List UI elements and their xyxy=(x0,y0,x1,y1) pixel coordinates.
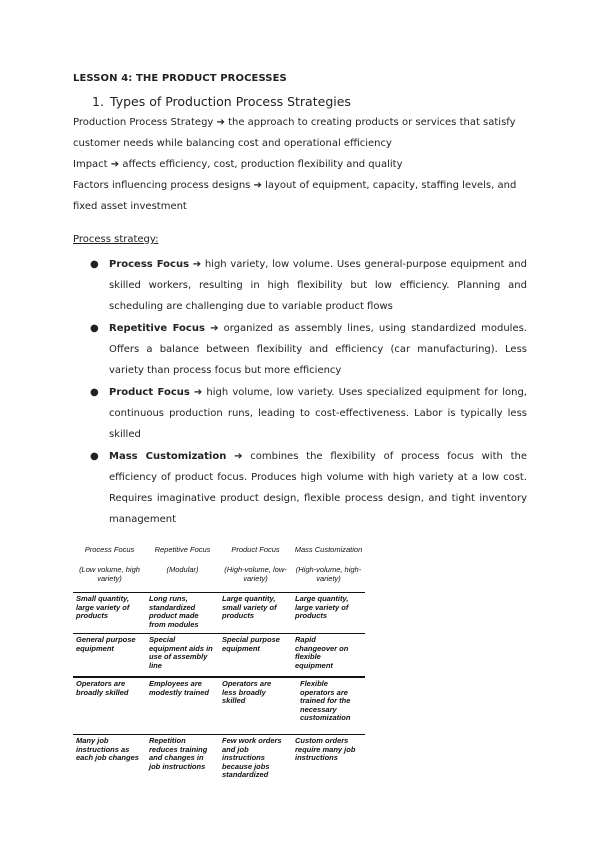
section-number: 1. xyxy=(92,94,104,109)
section-heading xyxy=(92,94,351,109)
lesson-title: LESSON 4: THE PRODUCT PROCESSES xyxy=(73,73,287,84)
paragraph-definition: Production Process Strategy ➔ the approach to creating products or services that satisfy customer needs while balancing cost and operational efficiency xyxy=(73,117,516,149)
table-cell: Few work orders and job instructions because jobs standardized xyxy=(222,736,282,779)
table-cell: Rapid changeover on flexible equipment xyxy=(295,635,349,670)
table-cell: General purpose equipment xyxy=(76,635,136,653)
bullet-term: Product Focus xyxy=(109,387,190,398)
bullet-product-focus xyxy=(90,382,527,445)
bullet-text: ➔ combines the flexibility of process focus with the efficiency of product focus. Produces high volume with high variety at a low cost. Requires imaginative product design, flexible process design, and tight inventory management xyxy=(109,451,527,525)
paragraph-impact: Impact ➔ affects efficiency, cost, production flexibility and quality xyxy=(73,159,403,170)
bullet-list xyxy=(90,254,527,531)
bullet-mass-customization xyxy=(90,446,527,530)
table-cell: Operators are broadly skilled xyxy=(76,679,129,697)
table-header-row xyxy=(73,546,365,592)
bullet-repetitive-focus xyxy=(90,318,527,381)
bullet-dot-icon: ● xyxy=(90,323,99,334)
bullet-dot-icon: ● xyxy=(90,259,99,270)
table-row xyxy=(73,592,365,633)
bullet-text: ➔ high volume, low variety. Uses specialized equipment for long, continuous production runs, leading to cost-effectiveness. Labor is typically less skilled xyxy=(109,387,527,440)
section-title: Types of Production Process Strategies xyxy=(110,94,351,109)
bullet-term: Repetitive Focus xyxy=(109,323,205,334)
process-strategy-subheading: Process strategy: xyxy=(73,234,159,245)
table-cell: Large quantity, large variety of products xyxy=(295,594,349,620)
table-cell: Custom orders require many job instructions xyxy=(295,736,356,762)
bullet-text: ➔ high variety, low volume. Uses general-purpose equipment and skilled workers, resulting in high flexibility but low efficiency. Planning and scheduling are challenging due to variable product flows xyxy=(109,259,527,312)
bullet-text: ➔ organized as assembly lines, using standardized modules. Offers a balance between flexibility and efficiency (car manufacturing). Less variety than process focus but more efficiency xyxy=(109,323,527,376)
table-header-cell: Process Focus (Low volume, high variety) xyxy=(79,545,140,583)
bullet-term: Process Focus xyxy=(109,259,190,270)
paragraph-factors: Factors influencing process designs ➔ layout of equipment, capacity, staffing levels, and fixed asset investment xyxy=(73,180,517,212)
table-cell: Operators are less broadly skilled xyxy=(222,679,272,705)
table-header-cell: Mass Customization (High-volume, high-variety) xyxy=(294,545,363,583)
bullet-dot-icon: ● xyxy=(90,387,99,398)
table-cell: Many job instructions as each job changes xyxy=(76,736,139,762)
bullet-process-focus xyxy=(90,254,527,317)
table-cell: Small quantity, large variety of products xyxy=(76,594,130,620)
table-header-cell: Repetitive Focus (Modular) xyxy=(154,545,211,574)
table-cell: Long runs, standardized product made from modules xyxy=(149,594,199,629)
table-cell: Large quantity, small variety of products xyxy=(222,594,277,620)
table-row xyxy=(73,734,365,783)
table-cell: Repetition reduces training and changes in job instructions xyxy=(149,736,208,771)
table-row xyxy=(73,676,365,734)
table-cell: Special equipment aids in use of assembly line xyxy=(149,635,213,670)
table-header-cell: Product Focus (High-volume, low-variety) xyxy=(224,545,287,583)
bullet-term: Mass Customization xyxy=(109,451,227,462)
process-comparison-table xyxy=(73,546,365,783)
bullet-dot-icon: ● xyxy=(90,451,99,462)
table-cell: Employees are modestly trained xyxy=(149,679,210,697)
table-row xyxy=(73,633,365,676)
table-cell: Flexible operators are trained for the necessary customization xyxy=(300,679,351,722)
table-cell: Special purpose equipment xyxy=(222,635,280,653)
